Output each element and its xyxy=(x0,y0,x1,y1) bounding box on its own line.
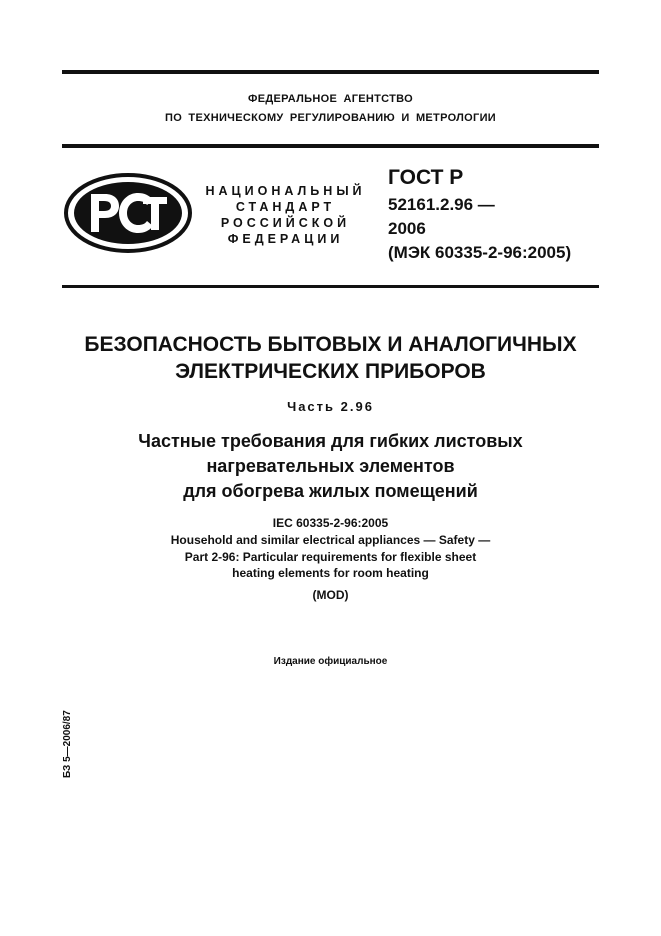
iec-title-line-2: Part 2-96: Particular requirements for flexible sheet xyxy=(184,550,477,564)
header-rule xyxy=(62,144,599,148)
edition-label: Издание официальное xyxy=(273,656,388,667)
national-standard-line-3: РОССИЙСКОЙ xyxy=(220,216,351,230)
part-label: Часть 2.96 xyxy=(287,399,374,414)
national-standard-line-4: ФЕДЕРАЦИИ xyxy=(227,232,344,246)
agency-line-1: ФЕДЕРАЛЬНОЕ АГЕНТСТВО xyxy=(248,93,413,105)
title-line-1: БЕЗОПАСНОСТЬ БЫТОВЫХ И АНАЛОГИЧНЫХ xyxy=(84,333,577,356)
subtitle-line-3: для обогрева жилых помещений xyxy=(183,481,478,501)
title-line-2: ЭЛЕКТРИЧЕСКИХ ПРИБОРОВ xyxy=(175,360,486,383)
subtitle-line-2: нагревательных элементов xyxy=(206,456,455,476)
top-rule xyxy=(62,70,599,74)
gost-year: 2006 xyxy=(388,219,426,238)
subtitle-line-1: Частные требования для гибких листовых xyxy=(138,431,523,451)
gost-number: 52161.2.96 — xyxy=(388,195,495,214)
national-standard-line-2: СТАНДАРТ xyxy=(235,200,336,214)
agency-line-2: ПО ТЕХНИЧЕСКОМУ РЕГУЛИРОВАНИЮ И МЕТРОЛОГИИ xyxy=(165,112,496,124)
rst-mark-logo xyxy=(63,172,193,254)
national-standard-line-1: НАЦИОНАЛЬНЫЙ xyxy=(205,184,366,198)
iec-title-line-1: Household and similar electrical appliances — Safety — xyxy=(170,533,491,547)
mid-rule xyxy=(62,285,599,288)
iec-equivalent: (МЭК 60335-2-96:2005) xyxy=(388,243,572,262)
gost-designation: ГОСТ Р xyxy=(388,166,464,189)
iec-code: IEC 60335-2-96:2005 xyxy=(272,516,389,530)
iec-title-line-3: heating elements for room heating xyxy=(232,566,429,580)
mod-label: (MOD) xyxy=(312,588,349,602)
rst-logo-icon xyxy=(63,172,193,254)
side-note: БЗ 5—2006/87 xyxy=(62,710,73,778)
